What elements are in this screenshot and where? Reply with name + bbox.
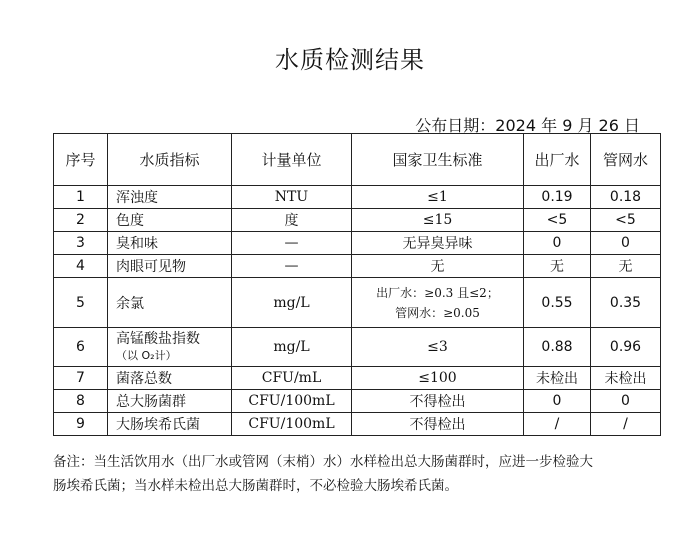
row-item: 总大肠菌群 [108, 390, 232, 413]
row-network: 0.18 [591, 186, 661, 209]
row-no: 2 [54, 209, 108, 232]
row-network: 0 [591, 390, 661, 413]
row-factory: 0.55 [524, 278, 591, 328]
table-row [54, 255, 661, 278]
table-row [54, 367, 661, 390]
table-header-row [54, 134, 661, 186]
row-item: 肉眼可见物 [108, 255, 232, 278]
item-name: 高锰酸盐指数 [116, 330, 200, 347]
row-item: 余氯 [108, 278, 232, 328]
row-item: 色度 [108, 209, 232, 232]
header-network-water: 管网水 [591, 134, 661, 186]
table-row [54, 278, 661, 328]
item-subnote: （以 O₂计） [116, 348, 177, 362]
row-unit: NTU [232, 186, 352, 209]
table-row [54, 232, 661, 255]
row-factory: 0.88 [524, 328, 591, 367]
row-no: 4 [54, 255, 108, 278]
row-standard: 无 [352, 255, 524, 278]
page-title: 水质检测结果 [275, 46, 425, 74]
standard-line-network: 管网水：≥0.05 [395, 305, 480, 320]
row-standard: ≤3 [352, 328, 524, 367]
row-unit: mg/L [232, 328, 352, 367]
header-factory-water: 出厂水 [524, 134, 591, 186]
row-unit: CFU/100mL [232, 413, 352, 436]
row-factory: 0.19 [524, 186, 591, 209]
row-item: 大肠埃希氏菌 [108, 413, 232, 436]
row-network: <5 [591, 209, 661, 232]
water-quality-table [53, 133, 661, 436]
row-item: 浑浊度 [108, 186, 232, 209]
header-standard: 国家卫生标准 [352, 134, 524, 186]
table-row [54, 390, 661, 413]
row-unit: CFU/mL [232, 367, 352, 390]
header-item: 水质指标 [108, 134, 232, 186]
row-factory: / [524, 413, 591, 436]
table-row [54, 413, 661, 436]
footnote [53, 450, 653, 498]
row-no: 8 [54, 390, 108, 413]
row-standard: ≤1 [352, 186, 524, 209]
row-network: 0 [591, 232, 661, 255]
row-network: / [591, 413, 661, 436]
row-network: 未检出 [591, 367, 661, 390]
row-unit: 度 [232, 209, 352, 232]
header-no: 序号 [54, 134, 108, 186]
row-standard [352, 278, 524, 328]
row-no: 9 [54, 413, 108, 436]
row-network: 无 [591, 255, 661, 278]
row-no: 1 [54, 186, 108, 209]
row-standard: ≤15 [352, 209, 524, 232]
table-row [54, 328, 661, 367]
standard-line-factory: 出厂水：≥0.3 且≤2； [376, 285, 499, 300]
header-unit: 计量单位 [232, 134, 352, 186]
row-no: 5 [54, 278, 108, 328]
table-row [54, 209, 661, 232]
row-factory: <5 [524, 209, 591, 232]
row-unit: mg/L [232, 278, 352, 328]
footnote-line: 备注：当生活饮用水（出厂水或管网（末梢）水）水样检出总大肠菌群时，应进一步检验大 [53, 454, 593, 470]
row-unit: — [232, 232, 352, 255]
row-factory: 未检出 [524, 367, 591, 390]
row-unit: CFU/100mL [232, 390, 352, 413]
row-item: 菌落总数 [108, 367, 232, 390]
row-item: 臭和味 [108, 232, 232, 255]
row-factory: 0 [524, 390, 591, 413]
row-standard: 不得检出 [352, 413, 524, 436]
row-item [108, 328, 232, 367]
row-factory: 0 [524, 232, 591, 255]
row-network: 0.35 [591, 278, 661, 328]
row-no: 6 [54, 328, 108, 367]
row-network: 0.96 [591, 328, 661, 367]
row-standard: 无异臭异味 [352, 232, 524, 255]
row-factory: 无 [524, 255, 591, 278]
footnote-line: 肠埃希氏菌；当水样未检出总大肠菌群时，不必检验大肠埃希氏菌。 [53, 478, 458, 494]
row-standard: 不得检出 [352, 390, 524, 413]
row-no: 3 [54, 232, 108, 255]
row-unit: — [232, 255, 352, 278]
row-standard: ≤100 [352, 367, 524, 390]
row-no: 7 [54, 367, 108, 390]
publish-date: 公布日期：2024 年 9 月 26 日 [415, 116, 640, 135]
table-row [54, 186, 661, 209]
